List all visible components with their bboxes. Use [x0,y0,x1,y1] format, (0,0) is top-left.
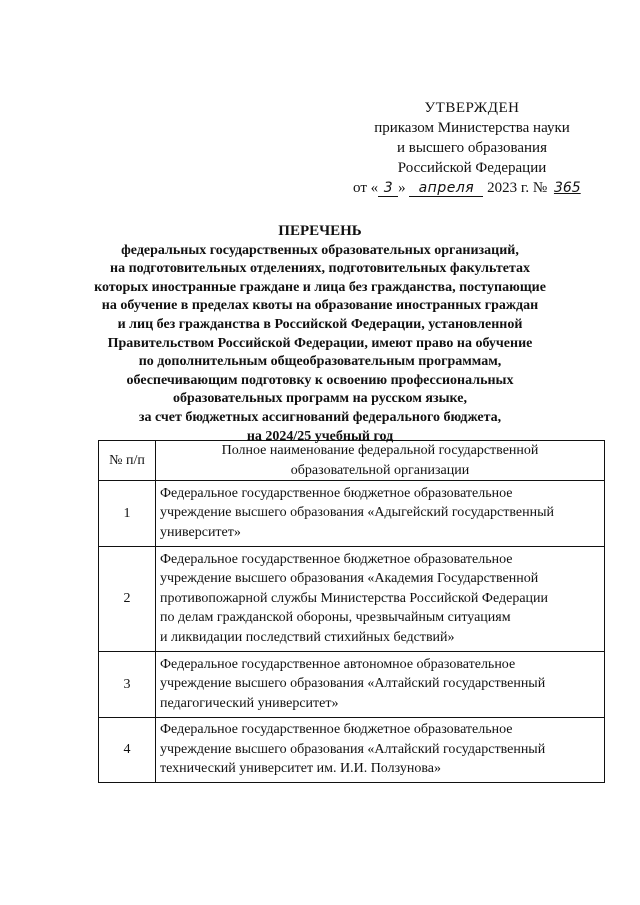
date-day-handwritten: 3 [378,180,398,197]
row-name [156,547,605,652]
heading-line: за счет бюджетных ассигнований федерального бюджета, [138,409,502,425]
heading-line: на 2024/25 учебный год [246,428,394,444]
row-name-line: и ликвидации последствий стихийных бедствий» [160,629,455,645]
table-row [99,718,605,783]
row-name-line: учреждение высшего образования «Адыгейский государственный [160,505,555,521]
date-year: 2023 г. № [487,180,548,196]
table-row [99,547,605,652]
row-name-line: Федеральное государственное бюджетное образовательное [160,722,513,737]
date-month-handwritten: апреля [409,180,483,197]
order-number-handwritten: 365 [553,180,581,196]
row-name-line: Федеральное государственное бюджетное образовательное [160,551,513,567]
header-name-line: Полное наименование федеральной государственной [221,443,539,458]
header-name-line: образовательной организации [290,462,470,478]
approval-date-line [352,178,592,198]
row-number: 1 [99,481,156,547]
row-name-line: Федеральное государственное автономное образовательное [160,656,516,672]
heading-line: которых иностранные граждане и лица без гражданства, поступающие [94,279,546,295]
document-heading [90,222,550,446]
row-name [156,481,605,547]
heading-line: обеспечивающим подготовку к освоению профессиональных [126,372,514,388]
header-number: № п/п [99,441,156,481]
header-name [156,441,605,481]
approval-stamp [352,98,592,198]
row-name [156,718,605,783]
heading-line: федеральных государственных образовательных организаций, [121,242,519,258]
row-number: 3 [99,652,156,718]
row-name-line: Федеральное государственное бюджетное образовательное [160,485,513,501]
row-name-line: учреждение высшего образования «Алтайский государственный [160,676,546,692]
heading-line: и лиц без гражданства в Российской Федерации, установленной [117,316,523,332]
table-row [99,652,605,718]
heading-line: на обучение в пределах квоты на образование иностранных граждан [101,298,539,314]
heading-line: образовательных программ на русском языке, [173,391,467,407]
table-row [99,481,605,547]
row-name [156,652,605,718]
heading-line: Правительством Российской Федерации, имеют право на обучение [107,335,533,351]
heading-line: на подготовительных отделениях, подготовительных факультетах [110,261,530,277]
row-name-line: противопожарной службы Министерства Российской Федерации [160,590,549,606]
heading-line: по дополнительным общеобразовательным программам, [138,354,502,370]
row-number: 2 [99,547,156,652]
row-name-line: по делам гражданской обороны, чрезвычайным ситуациям [160,610,511,626]
row-name-line: университет» [160,524,241,540]
approval-line-3: Российской Федерации [397,160,547,176]
row-name-line: учреждение высшего образования «Алтайский государственный [160,741,546,757]
row-name-line: учреждение высшего образования «Академия Государственной [160,571,539,587]
row-name-line: технический университет им. И.И. Ползунова» [160,761,441,776]
approval-line-1: приказом Министерства науки [374,120,570,136]
approval-title: УТВЕРЖДЕН [424,100,520,116]
row-name-line: педагогический университет» [160,695,339,711]
table-header-row [99,441,605,481]
organizations-table [98,440,605,783]
approval-line-2: и высшего образования [397,140,547,156]
row-number: 4 [99,718,156,783]
date-prefix: от « [353,180,379,196]
heading-title: ПЕРЕЧЕНЬ [278,223,362,239]
date-mid: » [398,180,406,196]
